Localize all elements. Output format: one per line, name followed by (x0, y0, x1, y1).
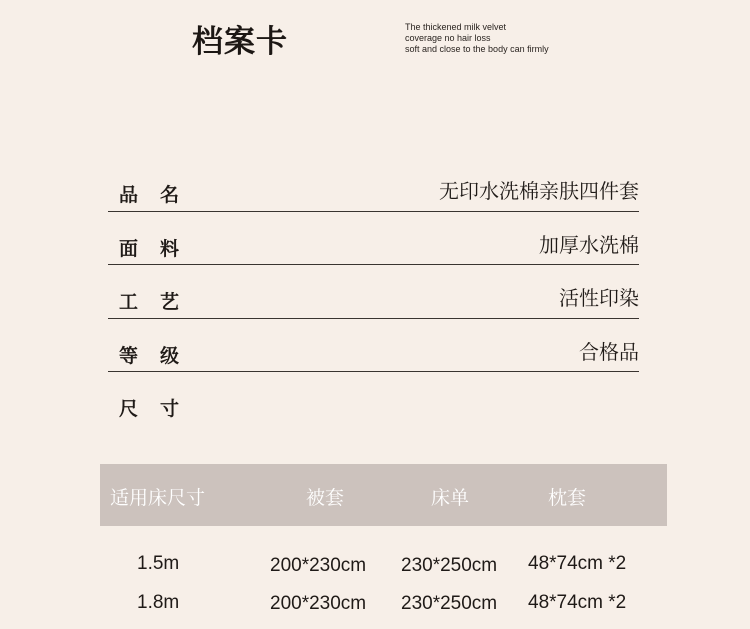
table-cell-pillow: 48*74cm *2 (528, 592, 627, 613)
header-duvet-cover: 被套 (306, 487, 345, 509)
page-title: 档案卡 (192, 24, 288, 60)
spec-row-size (108, 372, 639, 426)
subtitle-line: coverage no hair loss (405, 33, 491, 43)
spec-label: 等级 (119, 344, 202, 367)
subtitle-line: soft and close to the body can firmly (405, 44, 549, 54)
table-cell-pillow: 48*74cm *2 (528, 553, 627, 574)
table-cell-bed-size: 1.8m (137, 592, 180, 613)
spec-value: 无印水洗棉亲肤四件套 (439, 179, 639, 203)
table-cell-duvet: 200*230cm (270, 593, 367, 614)
table-cell-bed-size: 1.5m (137, 553, 180, 574)
spec-label: 工艺 (119, 291, 202, 313)
spec-label: 品名 (119, 184, 202, 206)
spec-list (108, 158, 639, 426)
table-cell-sheet: 230*250cm (401, 555, 498, 576)
spec-row-name (108, 158, 639, 212)
subtitle-line: The thickened milk velvet (405, 22, 507, 32)
header-bed-size: 适用床尺寸 (110, 487, 206, 509)
table-cell-duvet: 200*230cm (270, 555, 367, 576)
spec-value: 加厚水洗棉 (539, 232, 639, 257)
spec-label: 面料 (119, 237, 202, 260)
spec-label: 尺寸 (119, 398, 202, 420)
table-cell-sheet: 230*250cm (401, 593, 498, 614)
spec-row-fabric (108, 212, 639, 266)
header-pillowcase: 枕套 (548, 487, 587, 509)
spec-value: 合格品 (579, 339, 639, 364)
subtitle-block (405, 22, 549, 55)
header-bed-sheet: 床单 (431, 487, 470, 509)
size-table-header (100, 464, 667, 526)
spec-value: 活性印染 (559, 286, 639, 310)
spec-row-craft (108, 265, 639, 319)
spec-row-grade (108, 319, 639, 373)
